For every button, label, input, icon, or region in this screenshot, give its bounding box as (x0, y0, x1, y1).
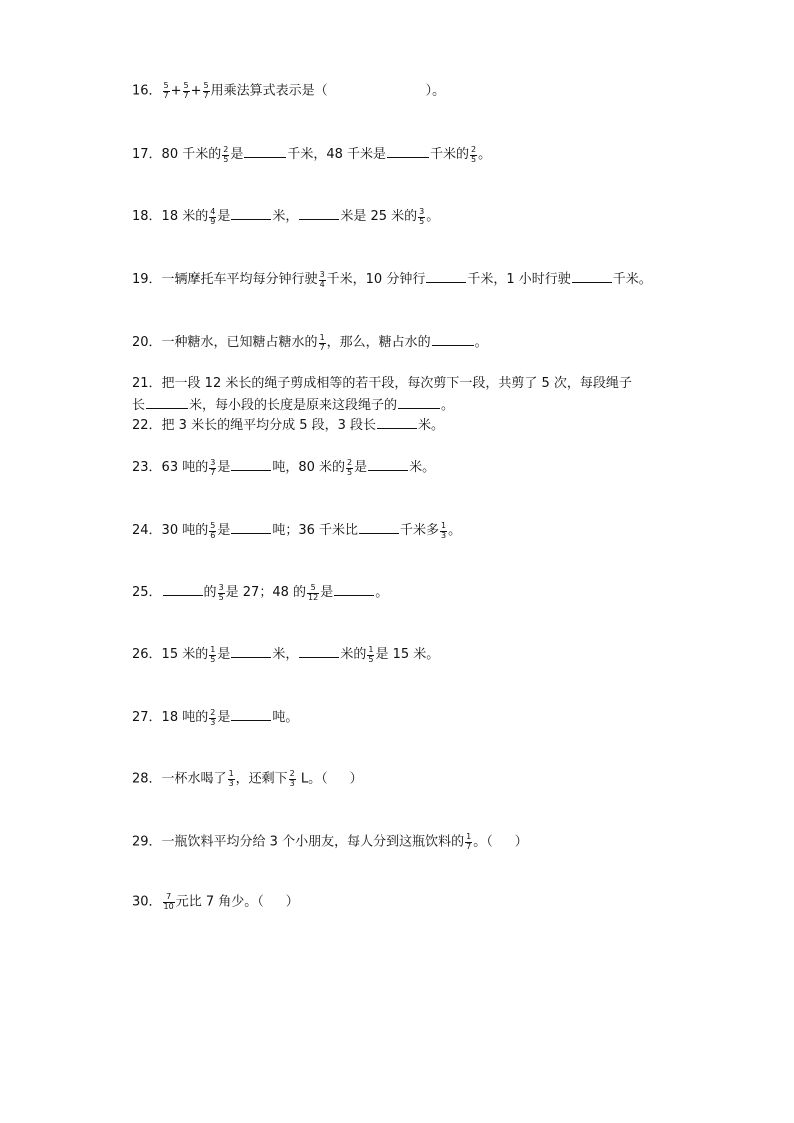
question-number: 19． (132, 272, 162, 287)
fraction: $\frac{2}{5}$ (223, 144, 229, 164)
question-text: 千米的 (430, 147, 470, 162)
question-text: 。 (478, 147, 492, 162)
question-text: 用乘法算式表示是（ (210, 83, 328, 99)
question-text: ） (285, 894, 299, 910)
question-text: 是 (217, 523, 231, 538)
question-29 (132, 833, 528, 851)
question-text: 米是 25 米的 (340, 209, 418, 224)
question-text: 15 米的 (161, 647, 209, 662)
question-text: 是 15 米。 (375, 647, 440, 662)
question-text: 是 (354, 460, 368, 475)
fraction: $\frac{5}{7}$ (183, 81, 189, 100)
question-number: 25． (132, 585, 162, 600)
question-text: 一杯水喝了 (161, 771, 227, 787)
fraction: $\frac{1}{7}$ (319, 332, 325, 352)
question-text: 元比 7 角少。（ (175, 894, 264, 910)
fraction: $\frac{1}{3}$ (441, 520, 447, 540)
fraction: $\frac{3}{5}$ (419, 206, 425, 226)
question-number: 27． (132, 710, 162, 725)
fraction: $\frac{2}{5}$ (347, 457, 353, 477)
question-19 (132, 270, 652, 289)
fraction: $\frac{4}{9}$ (210, 206, 216, 226)
question-text: 米。 (409, 460, 436, 475)
fraction: $\frac{1}{5}$ (368, 644, 374, 664)
question-number: 21． (132, 376, 162, 391)
plus-sign: + (170, 83, 182, 99)
fraction: $\frac{2}{3}$ (289, 769, 295, 788)
question-text: 。 (375, 585, 389, 600)
answer-blank[interactable] (163, 583, 203, 596)
answer-blank[interactable] (299, 645, 339, 658)
question-22 (132, 416, 444, 433)
question-text: 是 (217, 460, 231, 475)
question-text: 。 (441, 398, 455, 413)
question-number: 20． (132, 335, 162, 350)
question-text: 。 (474, 335, 488, 350)
fraction: $\frac{3}{4}$ (319, 269, 325, 289)
question-text: 米， (272, 647, 299, 662)
question-number: 16． (132, 83, 162, 99)
question-number: 23． (132, 460, 162, 475)
question-28 (132, 770, 363, 788)
fraction: $\frac{7}{10}$ (163, 892, 174, 911)
answer-blank[interactable] (387, 145, 429, 158)
answer-blank[interactable] (231, 207, 271, 220)
question-number: 26． (132, 647, 162, 662)
question-16 (132, 82, 445, 100)
question-number: 30． (132, 894, 162, 910)
answer-blank[interactable] (398, 396, 440, 409)
question-text: 一辆摩托车平均每分钟行驶 (161, 272, 318, 287)
question-text: ，那么，糖占水的 (326, 335, 431, 350)
question-text: 是 (217, 647, 231, 662)
fraction: $\frac{5}{12}$ (308, 582, 319, 602)
question-21 (132, 376, 632, 391)
answer-blank[interactable] (231, 708, 271, 721)
question-30 (132, 893, 299, 911)
question-text: 。 (448, 523, 462, 538)
question-number: 18． (132, 209, 162, 224)
question-text: 一种糖水，已知糖占糖水的 (161, 335, 318, 350)
answer-blank[interactable] (359, 521, 399, 534)
question-text: 18 米的 (161, 209, 209, 224)
question-number: 22． (132, 418, 162, 433)
question-18 (132, 207, 439, 226)
question-23 (132, 458, 435, 477)
answer-blank[interactable] (231, 645, 271, 658)
question-number: 28． (132, 771, 162, 787)
plus-sign: + (190, 83, 202, 99)
question-text: 18 吨的 (161, 710, 209, 725)
question-text: 是 27；48 的 (225, 585, 307, 600)
fraction: $\frac{5}{7}$ (163, 81, 169, 100)
fraction: $\frac{5}{7}$ (203, 81, 209, 100)
question-text: 。 (426, 209, 440, 224)
answer-blank[interactable] (572, 270, 612, 283)
question-text: 是 (217, 710, 231, 725)
question-text: 千米，48 千米是 (287, 147, 387, 162)
question-text: 千米，1 小时行驶 (467, 272, 571, 287)
question-text: 千米。 (612, 272, 652, 287)
question-text: ） (514, 834, 528, 850)
question-text: L。（ (296, 771, 328, 787)
fraction: $\frac{1}{5}$ (210, 644, 216, 664)
question-text: 80 千米的 (161, 147, 222, 162)
question-text: 米， (272, 209, 299, 224)
fraction: $\frac{2}{3}$ (210, 707, 216, 727)
question-text: 吨，80 米的 (272, 460, 346, 475)
question-text: 30 吨的 (161, 523, 209, 538)
question-text: 。（ (473, 834, 493, 850)
answer-blank[interactable] (299, 207, 339, 220)
question-text: 是 (320, 585, 334, 600)
question-text: 米的 (340, 647, 367, 662)
question-number: 17． (132, 147, 162, 162)
answer-blank[interactable] (231, 458, 271, 471)
question-24 (132, 521, 461, 540)
question-text: 一瓶饮料平均分给 3 个小朋友，每人分到这瓶饮料的 (161, 834, 465, 850)
fraction: $\frac{1}{7}$ (466, 832, 472, 851)
question-text: 米，每小段的长度是原来这段绳子的 (189, 398, 398, 413)
answer-blank[interactable] (231, 521, 271, 534)
answer-blank[interactable] (146, 396, 188, 409)
answer-blank[interactable] (244, 145, 286, 158)
question-text: 吨。 (272, 710, 299, 725)
answer-blank[interactable] (368, 458, 408, 471)
question-text: 是 (230, 147, 244, 162)
answer-blank[interactable] (334, 583, 374, 596)
fraction: $\frac{2}{5}$ (471, 144, 477, 164)
question-number: 24． (132, 523, 162, 538)
question-text: 63 吨的 (161, 460, 209, 475)
fraction: $\frac{3}{7}$ (210, 457, 216, 477)
question-20 (132, 333, 488, 352)
answer-blank[interactable] (377, 416, 417, 429)
question-25 (132, 583, 388, 602)
fraction: $\frac{1}{3}$ (228, 769, 234, 788)
question-text: 的 (203, 585, 217, 600)
question-text: 把一段 12 米长的绳子剪成相等的若干段，每次剪下一段，共剪了 5 次，每段绳子 (161, 376, 632, 391)
question-text: ，还剩下 (235, 771, 288, 787)
question-21-line-2 (132, 396, 454, 413)
question-26 (132, 645, 439, 664)
question-text: 把 3 米长的绳平均分成 5 段，3 段长 (161, 418, 377, 433)
question-text: 吨；36 千米比 (272, 523, 359, 538)
answer-blank[interactable] (426, 270, 466, 283)
answer-blank[interactable] (432, 333, 474, 346)
fraction: $\frac{5}{6}$ (210, 520, 216, 540)
question-17 (132, 145, 491, 164)
question-text: ）。 (425, 83, 446, 99)
question-text: 长 (132, 398, 146, 413)
question-27 (132, 708, 298, 727)
fraction: $\frac{3}{5}$ (218, 582, 224, 602)
question-number: 29． (132, 834, 162, 850)
question-text: 千米多 (400, 523, 440, 538)
question-text: 是 (217, 209, 231, 224)
question-text: 千米，10 分钟行 (326, 272, 426, 287)
question-text: 米。 (418, 418, 445, 433)
question-text: ） (349, 771, 363, 787)
